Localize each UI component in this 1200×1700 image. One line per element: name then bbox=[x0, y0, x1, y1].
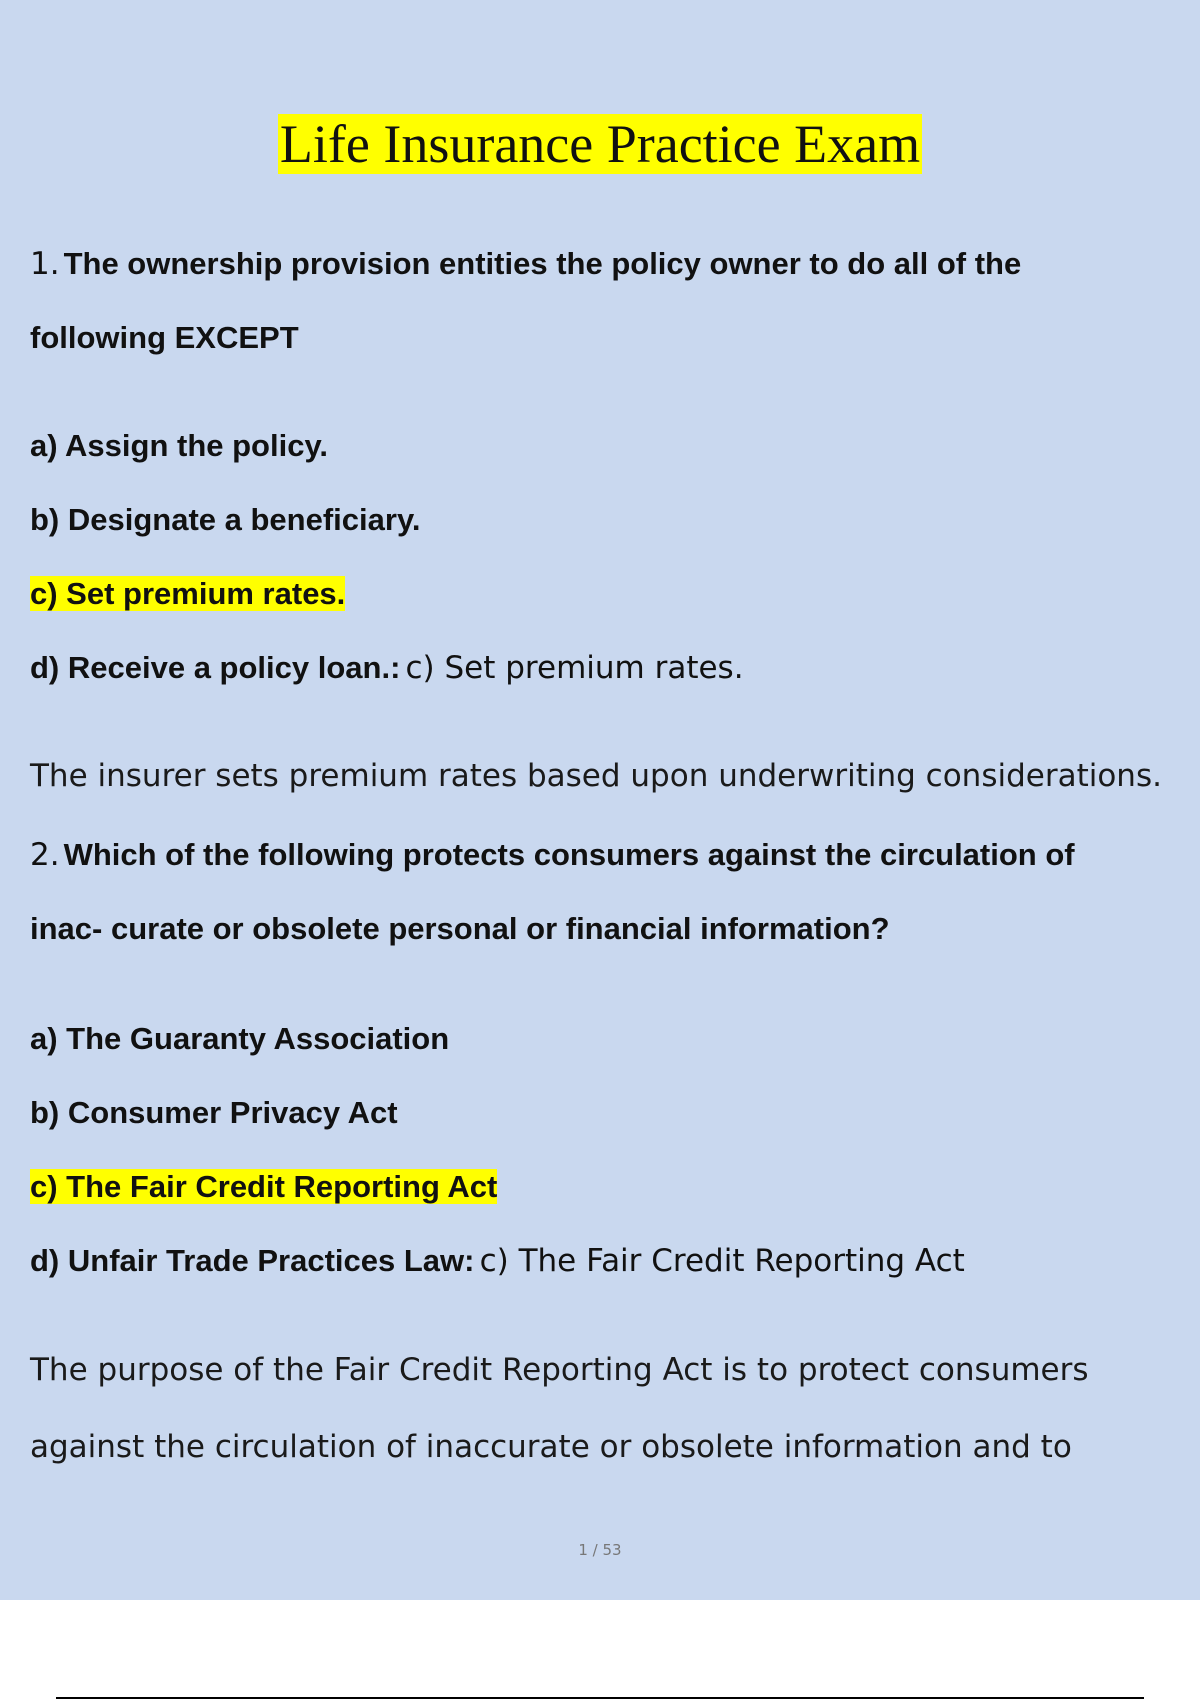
question-1-line-2: following EXCEPT bbox=[30, 320, 299, 355]
question-1-option-b: b) Designate a beneficiary. bbox=[30, 502, 421, 537]
question-2-text-1: Which of the following protects consumers against the circulation of bbox=[63, 837, 1075, 872]
question-1-option-d-row bbox=[30, 650, 744, 686]
question-1-option-c: c) Set premium rates. bbox=[30, 576, 346, 611]
question-1-answer: c) Set premium rates. bbox=[405, 650, 744, 686]
question-1-option-d: d) Receive a policy loan.: bbox=[30, 650, 401, 685]
page-indicator: 1 / 53 bbox=[578, 1541, 622, 1559]
title-container bbox=[0, 110, 1200, 178]
question-2-explanation-line-1: The purpose of the Fair Credit Reporting Act is to protect consumers bbox=[30, 1352, 1089, 1388]
question-1-number: 1. bbox=[30, 246, 60, 282]
question-2-option-c: c) The Fair Credit Reporting Act bbox=[30, 1169, 498, 1204]
question-2-explanation-line-2: against the circulation of inaccurate or obsolete information and to bbox=[30, 1429, 1072, 1465]
question-2-line-2: inac- curate or obsolete personal or financial information? bbox=[30, 911, 890, 946]
page-title: Life Insurance Practice Exam bbox=[279, 114, 921, 174]
question-1-option-a: a) Assign the policy. bbox=[30, 428, 328, 463]
question-2-option-c-row bbox=[30, 1169, 497, 1205]
question-1-text-1: The ownership provision entities the policy owner to do all of the bbox=[63, 246, 1022, 281]
question-2-option-a: a) The Guaranty Association bbox=[30, 1021, 450, 1056]
question-2-line-1 bbox=[30, 837, 1075, 873]
question-2-answer: c) The Fair Credit Reporting Act bbox=[479, 1243, 965, 1279]
question-1-option-c-row bbox=[30, 576, 345, 612]
question-2-number: 2. bbox=[30, 837, 60, 873]
question-2-option-b: b) Consumer Privacy Act bbox=[30, 1095, 398, 1130]
question-2-option-d: d) Unfair Trade Practices Law: bbox=[30, 1243, 475, 1278]
page-divider-rule bbox=[56, 1697, 1144, 1699]
question-1-explanation: The insurer sets premium rates based upon underwriting considerations. bbox=[30, 758, 1162, 794]
question-2-option-d-row bbox=[30, 1243, 965, 1279]
question-1-line-1 bbox=[30, 246, 1021, 282]
